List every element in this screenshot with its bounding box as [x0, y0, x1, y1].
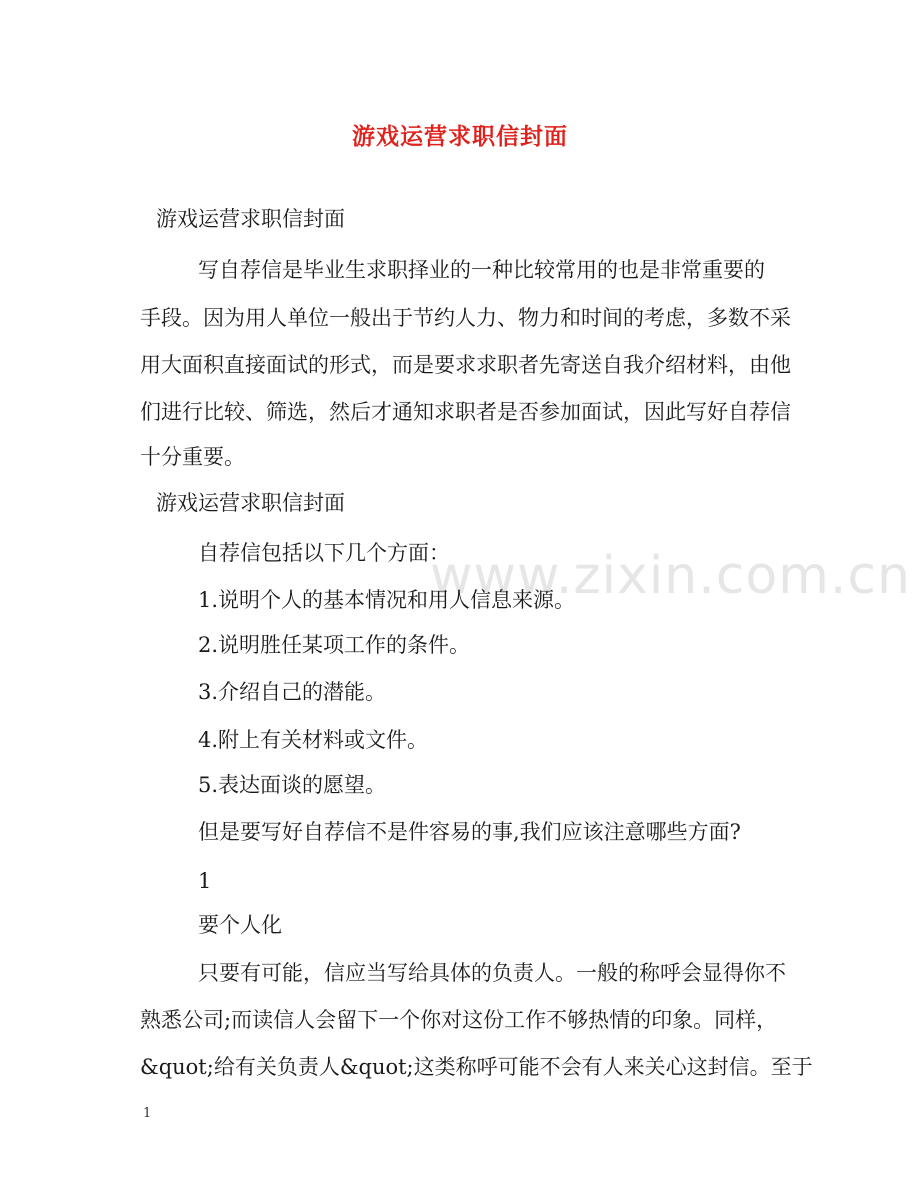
body-line: &quot;给有关负责人&quot;这类称呼可能不会有人来关心这封信。至于 — [140, 1055, 813, 1079]
body-line: 手段。因为用人单位一般出于节约人力、物力和时间的考虑，多数不采 — [140, 306, 791, 330]
body-line: 熟悉公司;而读信人会留下一个你对这份工作不够热情的印象。同样， — [140, 1008, 778, 1032]
body-line: 但是要写好自荐信不是件容易的事,我们应该注意哪些方面? — [198, 820, 741, 844]
list-item: 3.介绍自己的潜能。 — [198, 680, 387, 704]
list-item: 4.附上有关材料或文件。 — [198, 728, 429, 752]
list-item: 1.说明个人的基本情况和用人信息来源。 — [198, 588, 576, 612]
watermark: www.zixin.com.cn — [430, 546, 911, 606]
body-line: 写自荐信是毕业生求职择业的一种比较常用的也是非常重要的 — [198, 258, 765, 282]
body-line: 游戏运营求职信封面 — [156, 207, 345, 231]
section-heading: 要个人化 — [198, 913, 282, 937]
body-line: 游戏运营求职信封面 — [156, 491, 345, 515]
body-line: 们进行比较、筛选，然后才通知求职者是否参加面试，因此写好自荐信 — [140, 400, 791, 424]
page-number: 1 — [143, 1106, 152, 1121]
body-line: 只要有可能，信应当写给具体的负责人。一般的称呼会显得你不 — [198, 961, 786, 985]
list-item: 2.说明胜任某项工作的条件。 — [198, 633, 471, 657]
body-line: 1 — [198, 869, 212, 893]
document-title: 游戏运营求职信封面 — [352, 123, 568, 150]
body-line: 自荐信包括以下几个方面： — [198, 541, 450, 565]
list-item: 5.表达面谈的愿望。 — [198, 773, 387, 797]
body-line: 十分重要。 — [140, 445, 245, 469]
body-line: 用大面积直接面试的形式，而是要求求职者先寄送自我介绍材料，由他 — [140, 353, 791, 377]
